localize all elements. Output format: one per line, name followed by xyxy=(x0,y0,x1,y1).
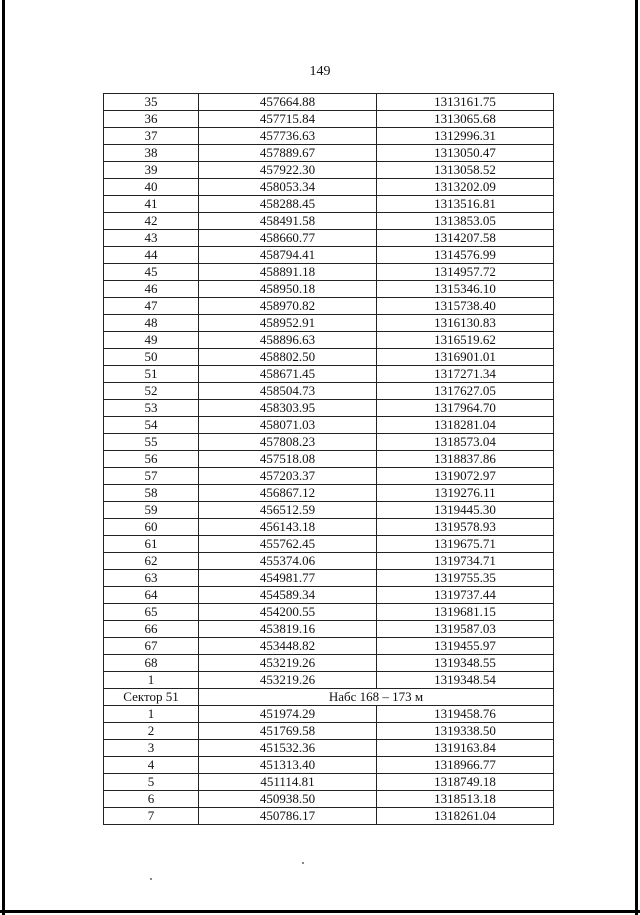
table-row xyxy=(104,383,554,400)
point-number-cell: 46 xyxy=(104,281,199,298)
point-number-cell: 7 xyxy=(104,808,199,825)
x-coordinate-cell: 455762.45 xyxy=(199,536,377,553)
y-coordinate-cell: 1314957.72 xyxy=(377,264,554,281)
x-coordinate-cell: 450786.17 xyxy=(199,808,377,825)
y-coordinate-cell: 1318261.04 xyxy=(377,808,554,825)
x-coordinate-cell: 458794.41 xyxy=(199,247,377,264)
x-coordinate-cell: 458491.58 xyxy=(199,213,377,230)
table-row xyxy=(104,519,554,536)
table-row xyxy=(104,417,554,434)
x-coordinate-cell: 458660.77 xyxy=(199,230,377,247)
y-coordinate-cell: 1317271.34 xyxy=(377,366,554,383)
table-row xyxy=(104,604,554,621)
point-number-cell: 68 xyxy=(104,655,199,672)
table-row xyxy=(104,349,554,366)
point-number-cell: 39 xyxy=(104,162,199,179)
point-number-cell: 41 xyxy=(104,196,199,213)
x-coordinate-cell: 456143.18 xyxy=(199,519,377,536)
table-row xyxy=(104,757,554,774)
table-row xyxy=(104,723,554,740)
y-coordinate-cell: 1319163.84 xyxy=(377,740,554,757)
coordinates-table-container xyxy=(103,93,553,825)
y-coordinate-cell: 1319445.30 xyxy=(377,502,554,519)
point-number-cell: 38 xyxy=(104,145,199,162)
x-coordinate-cell: 458671.45 xyxy=(199,366,377,383)
x-coordinate-cell: 457203.37 xyxy=(199,468,377,485)
y-coordinate-cell: 1318966.77 xyxy=(377,757,554,774)
table-row xyxy=(104,655,554,672)
x-coordinate-cell: 455374.06 xyxy=(199,553,377,570)
point-number-cell: 62 xyxy=(104,553,199,570)
y-coordinate-cell: 1319338.50 xyxy=(377,723,554,740)
y-coordinate-cell: 1313161.75 xyxy=(377,94,554,111)
x-coordinate-cell: 457808.23 xyxy=(199,434,377,451)
y-coordinate-cell: 1319578.93 xyxy=(377,519,554,536)
x-coordinate-cell: 454981.77 xyxy=(199,570,377,587)
x-coordinate-cell: 458891.18 xyxy=(199,264,377,281)
x-coordinate-cell: 458970.82 xyxy=(199,298,377,315)
table-row xyxy=(104,791,554,808)
y-coordinate-cell: 1318573.04 xyxy=(377,434,554,451)
point-number-cell: 4 xyxy=(104,757,199,774)
table-row xyxy=(104,281,554,298)
y-coordinate-cell: 1319734.71 xyxy=(377,553,554,570)
table-row xyxy=(104,485,554,502)
y-coordinate-cell: 1314576.99 xyxy=(377,247,554,264)
point-number-cell: 51 xyxy=(104,366,199,383)
table-row xyxy=(104,672,554,689)
y-coordinate-cell: 1319458.76 xyxy=(377,706,554,723)
table-row xyxy=(104,587,554,604)
point-number-cell: 64 xyxy=(104,587,199,604)
table-row xyxy=(104,162,554,179)
y-coordinate-cell: 1317964.70 xyxy=(377,400,554,417)
x-coordinate-cell: 458802.50 xyxy=(199,349,377,366)
point-number-cell: 67 xyxy=(104,638,199,655)
point-number-cell: 61 xyxy=(104,536,199,553)
page-number: 149 xyxy=(309,64,331,79)
coordinates-table-body xyxy=(104,94,554,825)
point-number-cell: 57 xyxy=(104,468,199,485)
table-row xyxy=(104,94,554,111)
table-row xyxy=(104,400,554,417)
y-coordinate-cell: 1313065.68 xyxy=(377,111,554,128)
point-number-cell: 49 xyxy=(104,332,199,349)
point-number-cell: 36 xyxy=(104,111,199,128)
y-coordinate-cell: 1316130.83 xyxy=(377,315,554,332)
table-row xyxy=(104,808,554,825)
table-row xyxy=(104,332,554,349)
x-coordinate-cell: 451313.40 xyxy=(199,757,377,774)
table-row xyxy=(104,621,554,638)
table-row xyxy=(104,179,554,196)
y-coordinate-cell: 1319737.44 xyxy=(377,587,554,604)
x-coordinate-cell: 458071.03 xyxy=(199,417,377,434)
point-number-cell: 55 xyxy=(104,434,199,451)
point-number-cell: 54 xyxy=(104,417,199,434)
y-coordinate-cell: 1318281.04 xyxy=(377,417,554,434)
coordinates-table xyxy=(103,93,554,825)
sector-label: Сектор 51 xyxy=(104,689,199,706)
table-row xyxy=(104,145,554,162)
table-row xyxy=(104,230,554,247)
point-number-cell: 63 xyxy=(104,570,199,587)
x-coordinate-cell: 451769.58 xyxy=(199,723,377,740)
scan-speck xyxy=(302,862,304,864)
x-coordinate-cell: 451114.81 xyxy=(199,774,377,791)
table-row xyxy=(104,570,554,587)
point-number-cell: 45 xyxy=(104,264,199,281)
y-coordinate-cell: 1316519.62 xyxy=(377,332,554,349)
x-coordinate-cell: 457664.88 xyxy=(199,94,377,111)
table-row xyxy=(104,502,554,519)
point-number-cell: 47 xyxy=(104,298,199,315)
point-number-cell: 6 xyxy=(104,791,199,808)
x-coordinate-cell: 451532.36 xyxy=(199,740,377,757)
y-coordinate-cell: 1319276.11 xyxy=(377,485,554,502)
point-number-cell: 5 xyxy=(104,774,199,791)
point-number-cell: 1 xyxy=(104,706,199,723)
x-coordinate-cell: 457922.30 xyxy=(199,162,377,179)
x-coordinate-cell: 453819.16 xyxy=(199,621,377,638)
y-coordinate-cell: 1318749.18 xyxy=(377,774,554,791)
y-coordinate-cell: 1319348.54 xyxy=(377,672,554,689)
point-number-cell: 42 xyxy=(104,213,199,230)
table-row xyxy=(104,434,554,451)
x-coordinate-cell: 453448.82 xyxy=(199,638,377,655)
y-coordinate-cell: 1316901.01 xyxy=(377,349,554,366)
x-coordinate-cell: 456512.59 xyxy=(199,502,377,519)
y-coordinate-cell: 1313516.81 xyxy=(377,196,554,213)
y-coordinate-cell: 1315738.40 xyxy=(377,298,554,315)
y-coordinate-cell: 1312996.31 xyxy=(377,128,554,145)
table-row xyxy=(104,264,554,281)
point-number-cell: 40 xyxy=(104,179,199,196)
point-number-cell: 58 xyxy=(104,485,199,502)
x-coordinate-cell: 456867.12 xyxy=(199,485,377,502)
point-number-cell: 48 xyxy=(104,315,199,332)
x-coordinate-cell: 457518.08 xyxy=(199,451,377,468)
table-row xyxy=(104,774,554,791)
scan-border-right xyxy=(635,0,638,915)
x-coordinate-cell: 454200.55 xyxy=(199,604,377,621)
x-coordinate-cell: 458896.63 xyxy=(199,332,377,349)
y-coordinate-cell: 1313853.05 xyxy=(377,213,554,230)
y-coordinate-cell: 1313202.09 xyxy=(377,179,554,196)
x-coordinate-cell: 457889.67 xyxy=(199,145,377,162)
y-coordinate-cell: 1317627.05 xyxy=(377,383,554,400)
x-coordinate-cell: 458053.34 xyxy=(199,179,377,196)
y-coordinate-cell: 1319072.97 xyxy=(377,468,554,485)
table-row xyxy=(104,468,554,485)
y-coordinate-cell: 1313058.52 xyxy=(377,162,554,179)
table-row xyxy=(104,111,554,128)
point-number-cell: 1 xyxy=(104,672,199,689)
point-number-cell: 35 xyxy=(104,94,199,111)
scan-speck xyxy=(150,878,152,880)
section-header-row xyxy=(104,689,554,706)
y-coordinate-cell: 1318837.86 xyxy=(377,451,554,468)
y-coordinate-cell: 1319681.15 xyxy=(377,604,554,621)
y-coordinate-cell: 1319675.71 xyxy=(377,536,554,553)
table-row xyxy=(104,740,554,757)
x-coordinate-cell: 458303.95 xyxy=(199,400,377,417)
table-row xyxy=(104,196,554,213)
y-coordinate-cell: 1319587.03 xyxy=(377,621,554,638)
table-row xyxy=(104,315,554,332)
x-coordinate-cell: 457736.63 xyxy=(199,128,377,145)
x-coordinate-cell: 453219.26 xyxy=(199,672,377,689)
y-coordinate-cell: 1319755.35 xyxy=(377,570,554,587)
x-coordinate-cell: 458950.18 xyxy=(199,281,377,298)
scan-border-bottom xyxy=(0,910,640,913)
point-number-cell: 50 xyxy=(104,349,199,366)
point-number-cell: 60 xyxy=(104,519,199,536)
point-number-cell: 65 xyxy=(104,604,199,621)
sector-title: Набс 168 – 173 м xyxy=(199,689,554,706)
y-coordinate-cell: 1313050.47 xyxy=(377,145,554,162)
table-row xyxy=(104,553,554,570)
y-coordinate-cell: 1315346.10 xyxy=(377,281,554,298)
table-row xyxy=(104,213,554,230)
table-row xyxy=(104,366,554,383)
point-number-cell: 59 xyxy=(104,502,199,519)
x-coordinate-cell: 453219.26 xyxy=(199,655,377,672)
x-coordinate-cell: 458952.91 xyxy=(199,315,377,332)
point-number-cell: 3 xyxy=(104,740,199,757)
table-row xyxy=(104,128,554,145)
y-coordinate-cell: 1314207.58 xyxy=(377,230,554,247)
x-coordinate-cell: 451974.29 xyxy=(199,706,377,723)
point-number-cell: 44 xyxy=(104,247,199,264)
x-coordinate-cell: 458288.45 xyxy=(199,196,377,213)
x-coordinate-cell: 454589.34 xyxy=(199,587,377,604)
point-number-cell: 52 xyxy=(104,383,199,400)
point-number-cell: 2 xyxy=(104,723,199,740)
scan-border-left xyxy=(2,0,5,915)
x-coordinate-cell: 458504.73 xyxy=(199,383,377,400)
table-row xyxy=(104,706,554,723)
y-coordinate-cell: 1319348.55 xyxy=(377,655,554,672)
point-number-cell: 66 xyxy=(104,621,199,638)
point-number-cell: 56 xyxy=(104,451,199,468)
y-coordinate-cell: 1318513.18 xyxy=(377,791,554,808)
table-row xyxy=(104,298,554,315)
y-coordinate-cell: 1319455.97 xyxy=(377,638,554,655)
point-number-cell: 43 xyxy=(104,230,199,247)
point-number-cell: 37 xyxy=(104,128,199,145)
table-row xyxy=(104,451,554,468)
x-coordinate-cell: 457715.84 xyxy=(199,111,377,128)
x-coordinate-cell: 450938.50 xyxy=(199,791,377,808)
table-row xyxy=(104,638,554,655)
table-row xyxy=(104,247,554,264)
point-number-cell: 53 xyxy=(104,400,199,417)
table-row xyxy=(104,536,554,553)
